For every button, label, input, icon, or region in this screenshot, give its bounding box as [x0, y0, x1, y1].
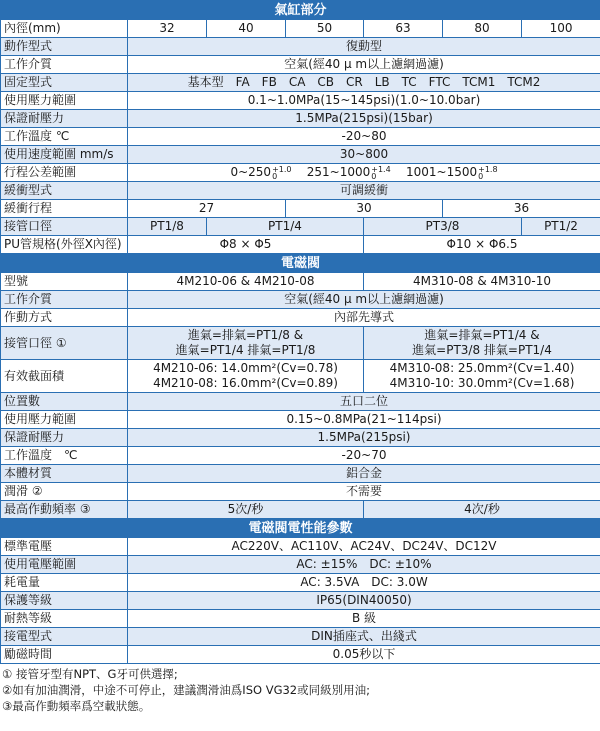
bore-value: 63	[364, 20, 443, 38]
tolerance-range: 251~1000	[306, 165, 371, 179]
valve-medium-label: 工作介質	[1, 291, 128, 309]
footnote: ③最高作動頻率爲空載狀態。	[2, 699, 151, 713]
action-value: 復動型	[128, 38, 600, 56]
bore-value: 40	[207, 20, 286, 38]
cushion-stroke-value: 30	[286, 200, 443, 218]
port-size-value: PT3/8	[364, 218, 522, 236]
bore-value: 50	[286, 20, 364, 38]
valve-port-label: 接管口徑 ①	[1, 327, 128, 360]
max-frequency-label: 最高作動頻率 ③	[1, 501, 128, 519]
tolerance-limits: +1.8 0	[478, 164, 498, 181]
cushion-type-value: 可調緩衝	[128, 182, 600, 200]
max-frequency-value: 4次/秒	[364, 501, 600, 519]
model-value: 4M310-08 & 4M310-10	[364, 273, 600, 291]
effective-area-label: 有效截面積	[1, 360, 128, 393]
voltage-value: AC220V、AC110V、AC24V、DC24V、DC12V	[128, 538, 600, 556]
pressure-range-value: 0.1~1.0MPa(15~145psi)(1.0~10.0bar)	[128, 92, 600, 110]
connection-label: 接電型式	[1, 628, 128, 646]
body-material-label: 本體材質	[1, 465, 128, 483]
cylinder-section-title: 氣缸部分	[1, 1, 600, 20]
temperature-label: 工作溫度 ℃	[1, 128, 128, 146]
valve-port-value: 進氣=排氣=PT1/8 & 進氣=PT1/4 排氣=PT1/8	[128, 327, 364, 360]
valve-temperature-label: 工作溫度 ℃	[1, 447, 128, 465]
footnote: ②如有加油潤滑，中途不可停止，建議潤滑油爲ISO VG32或同級別用油;	[2, 683, 370, 697]
valve-section-title: 電磁閥	[1, 254, 600, 273]
speed-label: 使用速度範圍 mm/s	[1, 146, 128, 164]
port-size-value: PT1/8	[128, 218, 207, 236]
electrical-section-title: 電磁閥電性能參數	[1, 519, 600, 538]
effective-area-value: 4M210-06: 14.0mm²(Cv=0.78) 4M210-08: 16.0mm²(Cv=0.89)	[128, 360, 364, 393]
footnote: ① 接管牙型有NPT、G牙可供選擇;	[2, 667, 178, 681]
voltage-range-value: AC: ±15% DC: ±10%	[128, 556, 600, 574]
response-time-value: 0.05秒以下	[128, 646, 600, 664]
connection-value: DIN插座式、出綫式	[128, 628, 600, 646]
proof-pressure-value: 1.5MPa(215psi)(15bar)	[128, 110, 600, 128]
lubrication-label: 潤滑 ②	[1, 483, 128, 501]
power-label: 耗電量	[1, 574, 128, 592]
tolerance-limits: +1.4 0	[371, 164, 391, 181]
effective-area-value: 4M310-08: 25.0mm²(Cv=1.40) 4M310-10: 30.0mm²(Cv=1.68)	[364, 360, 600, 393]
medium-value: 空氣(經40 μ m以上濾網過濾)	[128, 56, 600, 74]
tolerance-range: 0~250	[230, 165, 272, 179]
proof-pressure-label: 保證耐壓力	[1, 110, 128, 128]
bore-value: 32	[128, 20, 207, 38]
port-size-value: PT1/4	[207, 218, 364, 236]
temperature-value: -20~80	[128, 128, 600, 146]
model-value: 4M210-06 & 4M210-08	[128, 273, 364, 291]
protection-value: IP65(DIN40050)	[128, 592, 600, 610]
valve-temperature-value: -20~70	[128, 447, 600, 465]
protection-label: 保護等級	[1, 592, 128, 610]
cushion-stroke-value: 27	[128, 200, 286, 218]
valve-pressure-label: 使用壓力範圍	[1, 411, 128, 429]
valve-port-value: 進氣=排氣=PT1/4 & 進氣=PT3/8 排氣=PT1/4	[364, 327, 600, 360]
voltage-label: 標準電壓	[1, 538, 128, 556]
valve-proof-label: 保證耐壓力	[1, 429, 128, 447]
stroke-tolerance-label: 行程公差範圍	[1, 164, 128, 182]
tolerance-range: 1001~1500	[405, 165, 478, 179]
valve-medium-value: 空氣(經40 μ m以上濾網過濾)	[128, 291, 600, 309]
port-size-label: 接管口徑	[1, 218, 128, 236]
mount-value: 基本型 FA FB CA CB CR LB TC FTC TCM1 TCM2	[128, 74, 600, 92]
cushion-stroke-value: 36	[443, 200, 600, 218]
actuation-value: 內部先導式	[128, 309, 600, 327]
lubrication-value: 不需要	[128, 483, 600, 501]
voltage-range-label: 使用電壓範圍	[1, 556, 128, 574]
tolerance-limits: +1.0 0	[272, 164, 292, 181]
pressure-range-label: 使用壓力範圍	[1, 92, 128, 110]
port-size-value: PT1/2	[522, 218, 600, 236]
positions-value: 五口二位	[128, 393, 600, 411]
model-label: 型號	[1, 273, 128, 291]
medium-label: 工作介質	[1, 56, 128, 74]
action-label: 動作型式	[1, 38, 128, 56]
pu-tube-value: Φ10 × Φ6.5	[364, 236, 600, 254]
stroke-tolerance-value	[128, 164, 600, 182]
bore-value: 80	[443, 20, 522, 38]
bore-value: 100	[522, 20, 600, 38]
heat-class-value: B 級	[128, 610, 600, 628]
response-time-label: 勵磁時間	[1, 646, 128, 664]
cushion-type-label: 緩衝型式	[1, 182, 128, 200]
footnotes	[0, 664, 600, 714]
max-frequency-value: 5次/秒	[128, 501, 364, 519]
bore-label: 內徑(mm)	[1, 20, 128, 38]
valve-pressure-value: 0.15~0.8MPa(21~114psi)	[128, 411, 600, 429]
positions-label: 位置數	[1, 393, 128, 411]
cushion-stroke-label: 緩衝行程	[1, 200, 128, 218]
actuation-label: 作動方式	[1, 309, 128, 327]
body-material-value: 鋁合金	[128, 465, 600, 483]
pu-tube-value: Φ8 × Φ5	[128, 236, 364, 254]
heat-class-label: 耐熱等級	[1, 610, 128, 628]
valve-proof-value: 1.5MPa(215psi)	[128, 429, 600, 447]
pu-tube-label: PU管規格(外徑X內徑)	[1, 236, 128, 254]
mount-label: 固定型式	[1, 74, 128, 92]
speed-value: 30~800	[128, 146, 600, 164]
power-value: AC: 3.5VA DC: 3.0W	[128, 574, 600, 592]
